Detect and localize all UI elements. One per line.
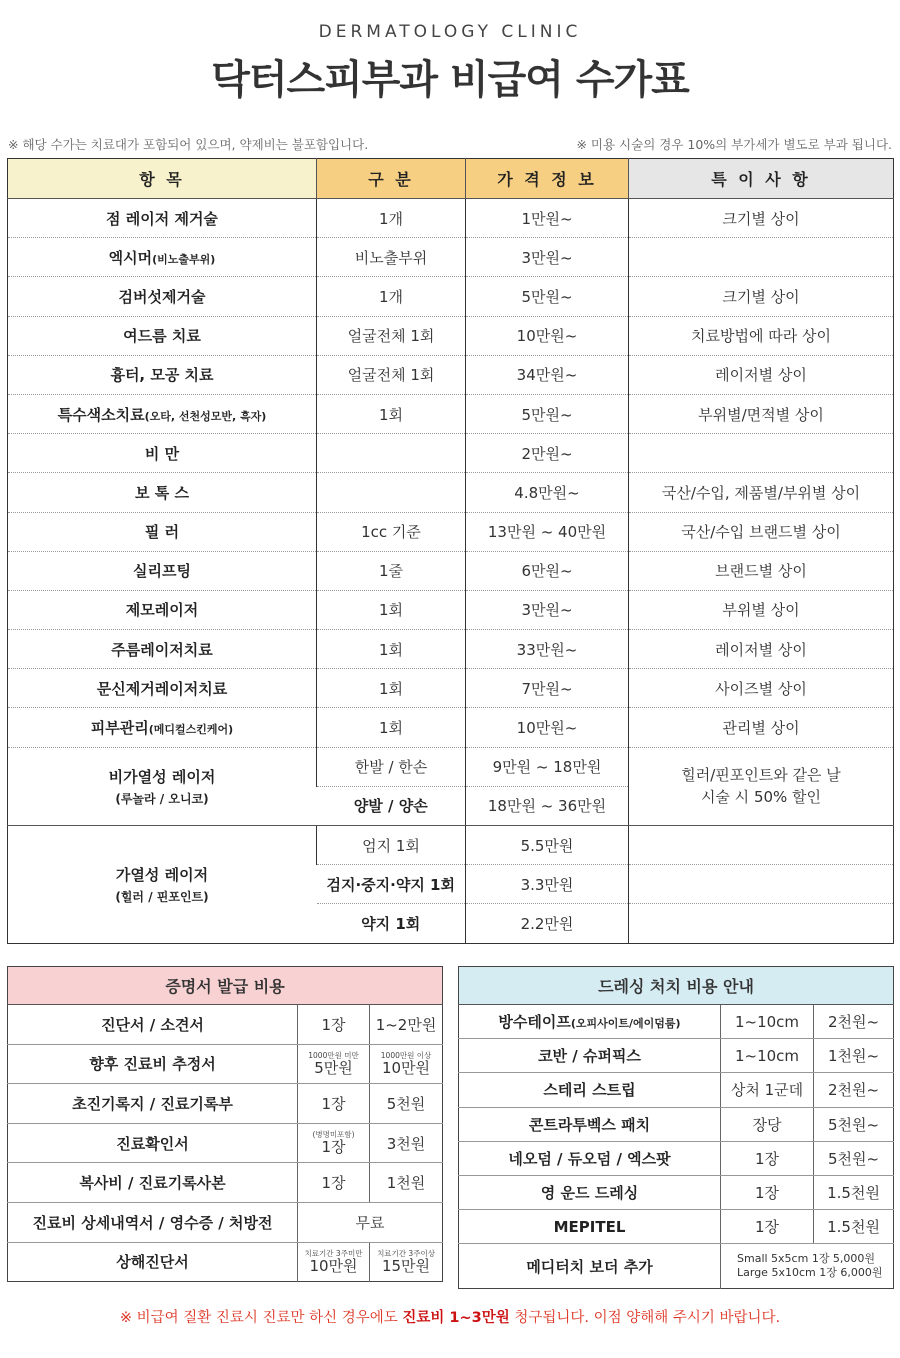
table-cell-item xyxy=(8,630,317,669)
table-cell-category: 얼굴전체 1회 xyxy=(317,355,466,394)
table-cell-price: 1천원~ xyxy=(814,1039,894,1073)
table-cell-price: 2만원~ xyxy=(466,434,629,473)
item-label-small: (메디컬스킨케어) xyxy=(148,723,234,737)
thermal-item-sub: (힐러 / 핀포인트) xyxy=(115,889,209,904)
table-cell-note: 부위별/면적별 상이 xyxy=(629,394,894,433)
table-cell-item xyxy=(8,316,317,355)
unit-label: 1장 xyxy=(321,1138,346,1157)
table-cell-item xyxy=(8,434,317,473)
table-cell-item xyxy=(8,355,317,394)
table-cell-name xyxy=(459,1039,721,1073)
name-label: 방수테이프 xyxy=(498,1013,571,1032)
table-cell-note: 크기별 상이 xyxy=(629,199,894,238)
table-cell-price: 7만원~ xyxy=(466,669,629,708)
dressing-fee-table xyxy=(458,966,894,1289)
item-label: 보 톡 스 xyxy=(135,483,189,502)
table-cell-note xyxy=(629,238,894,277)
table-row xyxy=(8,1123,443,1163)
table-row xyxy=(8,355,894,394)
item-label: 비 만 xyxy=(144,444,180,463)
table-cell-item xyxy=(8,394,317,433)
table-row xyxy=(8,1005,443,1045)
table-cell-item xyxy=(8,551,317,590)
table-cell-note: 레이저별 상이 xyxy=(629,630,894,669)
table-row xyxy=(8,238,894,277)
table-cell-price: 2천원~ xyxy=(814,1073,894,1107)
price-small-label: 치료기간 3주이상 xyxy=(377,1248,435,1258)
table-cell-price: 3천원 xyxy=(370,1123,443,1163)
table-cell-category: 1개 xyxy=(317,199,466,238)
table-cell-item xyxy=(8,473,317,512)
item-label: 검버섯제거술 xyxy=(118,287,206,306)
table-row xyxy=(8,1242,443,1282)
price-table xyxy=(7,158,894,944)
table-cell-name xyxy=(459,1244,721,1289)
table-cell-name xyxy=(459,1005,721,1039)
unit-small-label: 치료기간 3주미만 xyxy=(304,1248,363,1258)
nonablative-note xyxy=(629,747,894,825)
table-cell-unit: 1~10cm xyxy=(721,1005,814,1039)
table-cell-note: 크기별 상이 xyxy=(629,277,894,316)
table-cell-item xyxy=(8,238,317,277)
table-cell-name: 향후 진료비 추정서 xyxy=(8,1044,298,1084)
table-row xyxy=(8,590,894,629)
table-row xyxy=(459,1244,894,1289)
name-label: 콘트라투벡스 패치 xyxy=(528,1115,651,1134)
table-row xyxy=(459,1210,894,1244)
item-label-small: (비노출부위) xyxy=(152,252,216,266)
table-cell-price: 10만원~ xyxy=(466,316,629,355)
item-label: 피부관리 xyxy=(90,719,149,738)
table-cell-category: 1개 xyxy=(317,277,466,316)
table-cell-unit: 1~10cm xyxy=(721,1039,814,1073)
name-label: 코반 / 슈퍼픽스 xyxy=(538,1047,641,1066)
table-cell-price: 9만원 ~ 18만원 xyxy=(466,747,629,786)
table-cell-price: 3만원~ xyxy=(466,238,629,277)
price-label: 10만원 xyxy=(381,1058,431,1077)
footer-notice xyxy=(0,1306,900,1327)
table-cell-item xyxy=(8,708,317,747)
table-row xyxy=(8,1044,443,1084)
table-cell-price: 13만원 ~ 40만원 xyxy=(466,512,629,551)
table-cell-category: 1회 xyxy=(317,590,466,629)
table-row xyxy=(8,630,894,669)
table-row xyxy=(8,316,894,355)
table-row xyxy=(8,199,894,238)
table-row xyxy=(8,747,894,786)
table-cell-unit xyxy=(298,1242,370,1282)
size-price-large: Large 5x10cm 1장 6,000원 xyxy=(737,1266,883,1280)
note-left: ※ 해당 수가는 치료대가 포함되어 있으며, 약제비는 불포함입니다. xyxy=(8,137,369,152)
table-cell-unit: 1장 xyxy=(721,1141,814,1175)
size-price-small: Small 5x5cm 1장 5,000원 xyxy=(737,1252,876,1266)
table-cell-price: 33만원~ xyxy=(466,630,629,669)
table-cell-size-prices xyxy=(721,1244,894,1289)
table-row xyxy=(8,551,894,590)
item-label: 제모레이저 xyxy=(125,601,199,620)
table-cell-price: 3만원~ xyxy=(466,590,629,629)
item-label: 특수색소치료 xyxy=(57,405,145,424)
table-cell-price: 10만원~ xyxy=(466,708,629,747)
item-label: 엑시머 xyxy=(108,248,153,267)
nonablative-item xyxy=(8,747,317,825)
clinic-subtitle: DERMATOLOGY CLINIC xyxy=(318,22,582,42)
nonablative-note-line2: 시술 시 50% 할인 xyxy=(700,788,822,807)
table-row xyxy=(459,1005,894,1039)
name-label: 영 운드 드레싱 xyxy=(540,1184,639,1203)
table-cell-price: 5천원~ xyxy=(814,1141,894,1175)
table-cell-name: 진단서 / 소견서 xyxy=(8,1005,298,1045)
table-row xyxy=(8,708,894,747)
table-cell-name: 상해진단서 xyxy=(116,1253,189,1272)
table-cell-price: 5천원 xyxy=(370,1084,443,1124)
table-cell-unit xyxy=(298,1123,370,1163)
item-label-small: (오타, 선천성모반, 흑자) xyxy=(144,409,267,423)
item-label: 점 레이저 제거술 xyxy=(106,209,218,228)
table-cell-category xyxy=(317,434,466,473)
table-cell-name xyxy=(459,1210,721,1244)
item-label: 실리프팅 xyxy=(133,562,191,581)
table-cell-note: 레이저별 상이 xyxy=(629,355,894,394)
table-row xyxy=(8,1084,443,1124)
table-cell-name xyxy=(459,1141,721,1175)
table-cell-note: 브랜드별 상이 xyxy=(629,551,894,590)
name-label: 메디터치 보더 추가 xyxy=(526,1257,653,1276)
unit-label: 10만원 xyxy=(309,1256,358,1275)
table-cell-unit: 1장 xyxy=(721,1210,814,1244)
table-cell-category: 양발 / 양손 xyxy=(317,786,466,825)
header-category: 구 분 xyxy=(317,159,466,199)
item-label: 여드름 치료 xyxy=(123,327,201,346)
table-cell-item xyxy=(8,590,317,629)
table-cell-price: 5천원~ xyxy=(814,1107,894,1141)
table-cell-category: 약지 1회 xyxy=(361,914,421,933)
name-label: MEPITEL xyxy=(553,1217,626,1236)
table-cell-note: 국산/수입, 제품별/부위별 상이 xyxy=(629,473,894,512)
table-cell-price: 34만원~ xyxy=(466,355,629,394)
page-title: 닥터스피부과 비급여 수가표 xyxy=(211,57,689,103)
table-cell-name: 복사비 / 진료기록사본 xyxy=(8,1163,298,1203)
unit-small-label: (병명미포함) xyxy=(312,1130,355,1140)
table-cell-name: 초진기록지 / 진료기록부 xyxy=(8,1084,298,1124)
item-label: 필 러 xyxy=(144,523,180,542)
certificate-fee-table xyxy=(7,966,443,1282)
table-cell-category: 얼굴전체 1회 xyxy=(317,316,466,355)
table-cell-price: 3.3만원 xyxy=(466,865,629,904)
price-label: 15만원 xyxy=(381,1256,431,1275)
table-row xyxy=(8,826,894,865)
table-cell-price: 2.2만원 xyxy=(466,904,629,943)
table-cell-price: 5만원~ xyxy=(466,394,629,433)
table-cell-item xyxy=(8,669,317,708)
table-cell-unit xyxy=(298,1044,370,1084)
table-row xyxy=(8,1163,443,1203)
table-cell-note xyxy=(629,904,894,943)
item-label: 문신제거레이저치료 xyxy=(96,679,228,698)
table-cell-unit: 1장 xyxy=(298,1084,370,1124)
thermal-item-label: 가열성 레이저 xyxy=(115,865,209,884)
table-cell-price: 1.5천원 xyxy=(814,1175,894,1209)
table-row xyxy=(459,1073,894,1107)
table-cell-item xyxy=(8,199,317,238)
table-cell-price: 1~2만원 xyxy=(370,1005,443,1045)
table-cell-price: 2천원~ xyxy=(814,1005,894,1039)
table-cell-price xyxy=(370,1242,443,1282)
table-cell-price: 1.5천원 xyxy=(814,1210,894,1244)
table-cell-category: 1cc 기준 xyxy=(317,512,466,551)
table-cell-price: 6만원~ xyxy=(466,551,629,590)
table-cell-price: 18만원 ~ 36만원 xyxy=(466,786,629,825)
table-cell-note xyxy=(629,826,894,865)
unit-small-label: 1000만원 미만 xyxy=(308,1050,359,1060)
table-cell-price xyxy=(370,1044,443,1084)
table-cell-category: 1회 xyxy=(317,394,466,433)
table-cell-unit: 1장 xyxy=(298,1005,370,1045)
table-cell-note: 부위별 상이 xyxy=(629,590,894,629)
item-label: 주름레이저치료 xyxy=(111,640,213,659)
table-row xyxy=(8,512,894,551)
table-cell-price: 4.8만원~ xyxy=(466,473,629,512)
table-row xyxy=(8,1202,443,1242)
name-small-label: (오피사이트/에이덤룸) xyxy=(570,1017,681,1031)
table-cell-merged: 무료 xyxy=(298,1202,443,1242)
header-notes: 특 이 사 항 xyxy=(629,159,894,199)
nonablative-item-sub: (루놀라 / 오니코) xyxy=(115,791,209,806)
table-cell-category: 엄지 1회 xyxy=(317,826,466,865)
table-cell-item xyxy=(8,277,317,316)
table-row xyxy=(459,1039,894,1073)
table-cell-name xyxy=(459,1073,721,1107)
footer-text-before: ※ 비급여 질환 진료시 진료만 하신 경우에도 xyxy=(119,1310,403,1326)
nonablative-note-line1: 힐러/핀포인트와 같은 날 xyxy=(681,766,841,785)
table-cell-price: 1만원~ xyxy=(466,199,629,238)
footer-text-bold: 진료비 1~3만원 xyxy=(402,1310,510,1326)
table-cell-unit: 1장 xyxy=(721,1175,814,1209)
price-small-label: 1000만원 이상 xyxy=(380,1050,432,1060)
table-row xyxy=(459,1141,894,1175)
nonablative-item-label: 비가열성 레이저 xyxy=(108,767,216,786)
header-price: 가 격 정 보 xyxy=(466,159,629,199)
price-table-header xyxy=(8,159,894,199)
table-cell-note xyxy=(629,434,894,473)
table-cell-note: 국산/수입 브랜드별 상이 xyxy=(629,512,894,551)
table-row xyxy=(8,394,894,433)
item-label: 흉터, 모공 치료 xyxy=(110,366,214,385)
table-cell-item xyxy=(8,512,317,551)
table-cell-price: 5만원~ xyxy=(466,277,629,316)
table-cell-price: 5.5만원 xyxy=(466,826,629,865)
table-cell-unit: 1장 xyxy=(298,1163,370,1203)
table-cell-name: 진료비 상세내역서 / 영수증 / 처방전 xyxy=(8,1202,298,1242)
dressing-table-title: 드레싱 처치 비용 안내 xyxy=(459,967,894,1005)
table-cell-name xyxy=(459,1175,721,1209)
table-cell-category: 1회 xyxy=(317,708,466,747)
table-cell-note: 치료방법에 따라 상이 xyxy=(629,316,894,355)
table-cell-category: 비노출부위 xyxy=(317,238,466,277)
table-cell-category: 1회 xyxy=(317,630,466,669)
table-cell-price: 1천원 xyxy=(370,1163,443,1203)
certificate-table-title: 증명서 발급 비용 xyxy=(8,967,443,1005)
note-right: ※ 미용 시술의 경우 10%의 부가세가 별도로 부과 됩니다. xyxy=(576,137,892,152)
name-label: 네오덤 / 듀오덤 / 엑스팟 xyxy=(508,1149,671,1168)
name-label: 스테리 스트립 xyxy=(543,1081,636,1100)
table-cell-note: 관리별 상이 xyxy=(629,708,894,747)
table-cell-category: 한발 / 한손 xyxy=(317,747,466,786)
table-row xyxy=(8,277,894,316)
table-row xyxy=(8,669,894,708)
table-cell-unit: 장당 xyxy=(721,1107,814,1141)
table-cell-category: 검지·중지·약지 1회 xyxy=(317,865,466,904)
table-cell-note: 사이즈별 상이 xyxy=(629,669,894,708)
table-cell-category xyxy=(317,473,466,512)
table-row xyxy=(8,473,894,512)
table-cell-category: 1줄 xyxy=(317,551,466,590)
table-row xyxy=(8,434,894,473)
footer-text-after: 청구됩니다. 이점 양해해 주시기 바랍니다. xyxy=(509,1310,781,1326)
thermal-item xyxy=(8,826,317,944)
table-cell-unit: 상처 1군데 xyxy=(721,1073,814,1107)
table-cell-name xyxy=(459,1107,721,1141)
table-cell-name: 진료확인서 xyxy=(8,1123,298,1163)
header-item: 항 목 xyxy=(8,159,317,199)
unit-label: 5만원 xyxy=(314,1058,353,1077)
table-cell-category: 1회 xyxy=(317,669,466,708)
table-row xyxy=(459,1175,894,1209)
table-row xyxy=(459,1107,894,1141)
table-cell-note xyxy=(629,865,894,904)
